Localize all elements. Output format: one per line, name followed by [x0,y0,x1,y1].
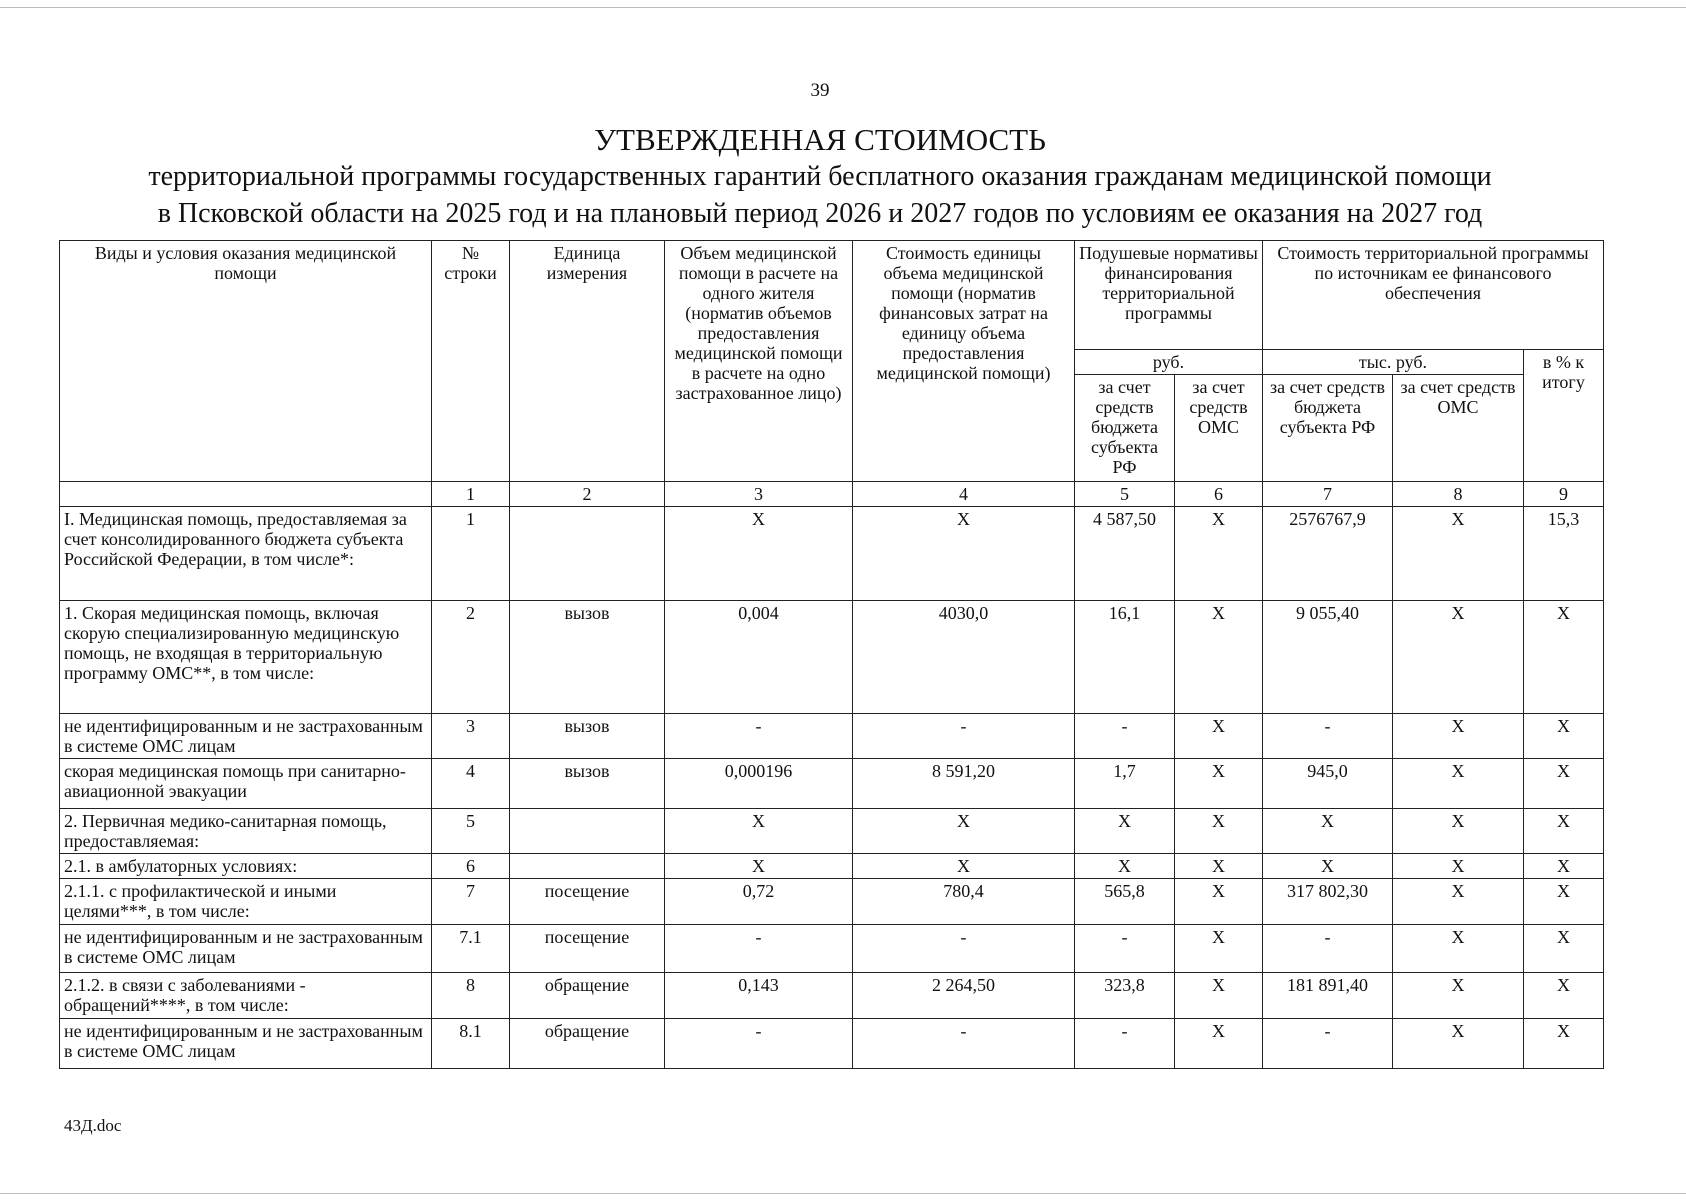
table-row [60,507,1604,601]
row-budget-rub: 16,1 [1075,601,1175,714]
row-volume: Х [665,854,853,879]
row-budget-thous: 945,0 [1263,759,1393,809]
row-name: I. Медицинская помощь, предоставляемая за счет консолидированного бюджета субъекта Российской Федерации, в том числе*: [60,507,432,601]
column-numbers-row [60,482,1604,507]
row-cost: 4030,0 [853,601,1075,714]
table-body [60,507,1604,1069]
row-percent: Х [1524,854,1604,879]
row-oms-rub: Х [1175,507,1263,601]
row-cost: Х [853,809,1075,854]
table-row [60,759,1604,809]
row-percent: Х [1524,714,1604,759]
cost-table [59,240,1604,1069]
row-percent: Х [1524,973,1604,1019]
row-name: 1. Скорая медицинская помощь, включая скорую специализированную медицинскую помощь, не входящая в территориальную программу ОМС**, в том числе: [60,601,432,714]
row-name: не идентифицированным и не застрахованным в системе ОМС лицам [60,925,432,973]
row-oms-thous: Х [1393,925,1524,973]
column-number: 9 [1524,482,1604,507]
row-budget-thous: 9 055,40 [1263,601,1393,714]
row-budget-rub: Х [1075,809,1175,854]
row-oms-thous: Х [1393,601,1524,714]
row-cost: - [853,925,1075,973]
row-budget-thous: - [1263,714,1393,759]
row-percent: Х [1524,925,1604,973]
column-number: 4 [853,482,1075,507]
column-number [60,482,432,507]
column-number: 1 [432,482,510,507]
row-budget-rub: Х [1075,854,1175,879]
row-number: 8 [432,973,510,1019]
row-unit: вызов [510,759,665,809]
header-thous-rub: тыс. руб. [1263,350,1524,375]
row-budget-rub: - [1075,714,1175,759]
row-name: 2.1.2. в связи с заболеваниями - обращений****, в том числе: [60,973,432,1019]
header-budget-rub: за счет средств бюджета субъекта РФ [1075,375,1175,482]
row-number: 2 [432,601,510,714]
table-row [60,601,1604,714]
header-volume: Объем медицинской помощи в расчете на одного жителя (норматив объемов предоставления медицинской помощи в расчете на одно застрахованное лицо) [665,241,853,482]
row-unit [510,507,665,601]
row-budget-thous: 2576767,9 [1263,507,1393,601]
scan-edge-top [0,7,1686,8]
column-number: 7 [1263,482,1393,507]
row-percent: Х [1524,1019,1604,1069]
row-oms-rub: Х [1175,809,1263,854]
document-title: УТВЕРЖДЕННАЯ СТОИМОСТЬ [594,122,1046,157]
scan-edge-bottom [0,1193,1686,1194]
row-budget-rub: 323,8 [1075,973,1175,1019]
row-name: 2.1. в амбулаторных условиях: [60,854,432,879]
row-number: 3 [432,714,510,759]
row-oms-rub: Х [1175,925,1263,973]
header-percent: в % к итогу [1524,350,1604,482]
page-number: 39 [810,80,830,101]
subtitle-line-2: в Псковской области на 2025 год и на плановый период 2026 и 2027 годов по условиям ее оказания на 2027 год [157,198,1483,229]
row-oms-thous: Х [1393,973,1524,1019]
row-oms-thous: Х [1393,1019,1524,1069]
row-oms-rub: Х [1175,973,1263,1019]
row-volume: 0,72 [665,879,853,925]
row-budget-thous: 317 802,30 [1263,879,1393,925]
row-volume: Х [665,507,853,601]
header-row-no: № строки [432,241,510,482]
row-oms-thous: Х [1393,507,1524,601]
header-oms-rub: за счет средств ОМС [1175,375,1263,482]
row-unit: вызов [510,601,665,714]
row-name: не идентифицированным и не застрахованным в системе ОМС лицам [60,714,432,759]
row-volume: - [665,714,853,759]
row-oms-thous: Х [1393,854,1524,879]
row-unit: посещение [510,925,665,973]
table-row [60,714,1604,759]
row-oms-rub: Х [1175,1019,1263,1069]
row-percent: Х [1524,759,1604,809]
row-budget-rub: 4 587,50 [1075,507,1175,601]
table-row [60,925,1604,973]
row-oms-thous: Х [1393,714,1524,759]
row-unit: посещение [510,879,665,925]
row-unit [510,854,665,879]
row-cost: 780,4 [853,879,1075,925]
row-cost: Х [853,507,1075,601]
row-budget-rub: - [1075,925,1175,973]
row-name: скорая медицинская помощь при санитарно-авиационной эвакуации [60,759,432,809]
row-number: 7.1 [432,925,510,973]
row-volume: 0,143 [665,973,853,1019]
row-budget-rub: 565,8 [1075,879,1175,925]
row-oms-rub: Х [1175,759,1263,809]
column-number: 6 [1175,482,1263,507]
row-oms-thous: Х [1393,809,1524,854]
column-number: 2 [510,482,665,507]
row-cost: 8 591,20 [853,759,1075,809]
row-budget-rub: 1,7 [1075,759,1175,809]
row-unit [510,809,665,854]
row-number: 1 [432,507,510,601]
table-row [60,973,1604,1019]
row-volume: Х [665,809,853,854]
row-number: 6 [432,854,510,879]
row-name: 2.1.1. с профилактической и иными целями***, в том числе: [60,879,432,925]
header-unit: Единица измерения [510,241,665,482]
row-unit: обращение [510,973,665,1019]
row-budget-rub: - [1075,1019,1175,1069]
row-percent: Х [1524,809,1604,854]
row-cost: - [853,1019,1075,1069]
row-oms-thous: Х [1393,759,1524,809]
row-name: не идентифицированным и не застрахованным в системе ОМС лицам [60,1019,432,1069]
table-row [60,809,1604,854]
row-oms-rub: Х [1175,854,1263,879]
subtitle-line-1: территориальной программы государственных гарантий бесплатного оказания гражданам медицинской помощи [148,161,1492,192]
table-row [60,1019,1604,1069]
row-budget-thous: - [1263,925,1393,973]
row-percent: 15,3 [1524,507,1604,601]
row-cost: - [853,714,1075,759]
header-oms-thous: за счет средств ОМС [1393,375,1524,482]
row-number: 7 [432,879,510,925]
header-cost-program: Стоимость территориальной программы по источникам ее финансового обеспечения [1263,241,1604,350]
row-budget-thous: 181 891,40 [1263,973,1393,1019]
column-number: 5 [1075,482,1175,507]
row-budget-thous: Х [1263,854,1393,879]
row-budget-thous: Х [1263,809,1393,854]
row-number: 8.1 [432,1019,510,1069]
row-oms-rub: Х [1175,601,1263,714]
header-per-capita: Подушевые нормативы финансирования территориальной программы [1075,241,1263,350]
row-volume: 0,000196 [665,759,853,809]
footer-filename: 43Д.doc [64,1116,122,1135]
row-name: 2. Первичная медико-санитарная помощь, предоставляемая: [60,809,432,854]
column-number: 8 [1393,482,1524,507]
header-unit-cost: Стоимость единицы объема медицинской помощи (норматив финансовых затрат на единицу объема предоставления медицинской помощи) [853,241,1075,482]
row-oms-thous: Х [1393,879,1524,925]
table-row [60,854,1604,879]
row-number: 4 [432,759,510,809]
header-kind: Виды и условия оказания медицинской помощи [60,241,432,482]
row-budget-thous: - [1263,1019,1393,1069]
document-subtitle [60,158,1580,232]
row-number: 5 [432,809,510,854]
row-percent: Х [1524,601,1604,714]
row-cost: Х [853,854,1075,879]
row-oms-rub: Х [1175,879,1263,925]
header-rub: руб. [1075,350,1263,375]
column-number: 3 [665,482,853,507]
row-unit: обращение [510,1019,665,1069]
row-unit: вызов [510,714,665,759]
table-row [60,879,1604,925]
row-volume: - [665,925,853,973]
row-percent: Х [1524,879,1604,925]
row-oms-rub: Х [1175,714,1263,759]
row-cost: 2 264,50 [853,973,1075,1019]
row-volume: 0,004 [665,601,853,714]
header-budget-thous: за счет средств бюджета субъекта РФ [1263,375,1393,482]
row-volume: - [665,1019,853,1069]
